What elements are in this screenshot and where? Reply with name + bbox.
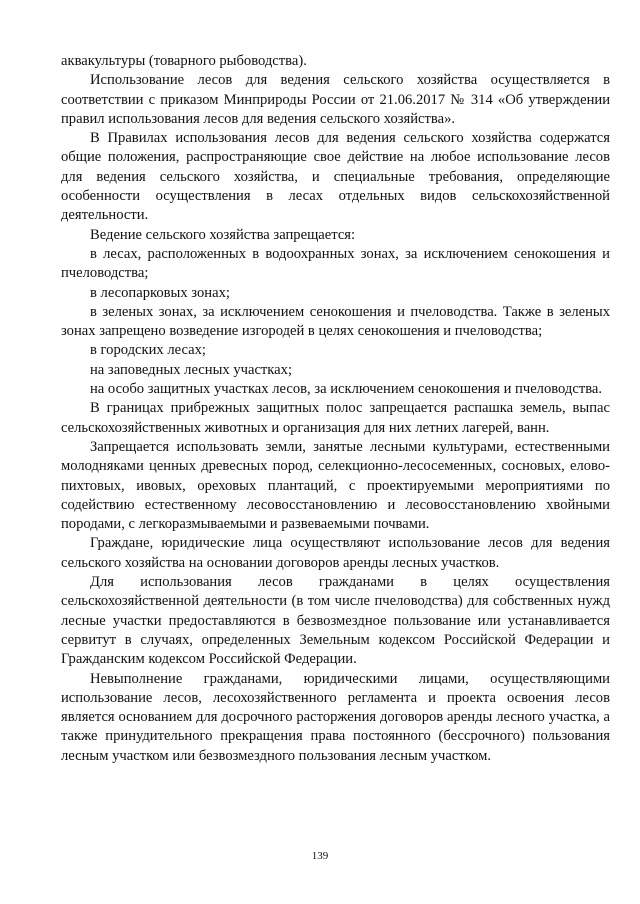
paragraph-lease-agreements: Граждане, юридические лица осуществляют использование лесов для ведения сельского хозяйства на основании договоров аренды лесных участков.: [61, 535, 610, 571]
paragraph-aquaculture-end: аквакультуры (товарного рыбоводства).: [61, 53, 307, 69]
paragraph-non-compliance: Невыполнение гражданами, юридическими лицами, осуществляющими использование лесов, лесохозяйственного регламента и проекта освоения лесов является основанием для досрочного расторжения договоров аренды лесного участка, а также принудительного прекращения права постоянного (бессрочного) пользования лесным участком или безвозмездного пользования лесным участком.: [61, 670, 610, 764]
list-item-reserved-plots: на заповедных лесных участках;: [90, 361, 292, 378]
paragraph-coastal-strips: В границах прибрежных защитных полос запрещается распашка земель, выпас сельскохозяйственных животных и организация для них летних лагерей, ванн.: [61, 400, 610, 436]
paragraph-rules-contents: В Правилах использования лесов для ведения сельского хозяйства содержатся общие положения, распространяющие свое действие на любое использование лесов для ведения сельского хозяйства, и специальные требования, определяющие особенности осуществления в лесах отдельных видов сельскохозяйственной деятельности.: [61, 130, 610, 224]
paragraph-prohibited-intro: Ведение сельского хозяйства запрещается:: [90, 226, 356, 243]
list-item-water-protection-zones: в лесах, расположенных в водоохранных зонах, за исключением сенокошения и пчеловодства;: [61, 245, 610, 282]
paragraph-use-of-forests: Использование лесов для ведения сельского хозяйства осуществляется в соответствии с приказом Минприроды России от 21.06.2017 № 314 «Об утверждении правил использования лесов для ведения сельского хозяйства».: [61, 72, 610, 127]
list-item-green-zones: в зеленых зонах, за исключением сенокошения и пчеловодства. Также в зеленых зонах запрещено возведение изгородей в целях сенокошения и пчеловодства;: [61, 303, 610, 340]
paragraph-prohibited-lands: Запрещается использовать земли, занятые лесными культурами, естественными молодняками ценных древесных пород, селекционно-лесосеменных, сосновых, елово-пихтовых, ивовых, ореховых плантаций, с проектируемыми мероприятиями по содействию естественному лесовосстановлению и лесовосстановлению хвойными породами, с легкоразмываемыми и развеваемыми почвами.: [61, 438, 610, 533]
page-number: 139: [311, 850, 329, 862]
list-item-urban-forests: в городских лесах;: [90, 342, 206, 359]
page-body: [61, 52, 610, 766]
list-item-forest-park-zones: в лесопарковых зонах;: [90, 284, 230, 301]
paragraph-citizens-use: Для использования лесов гражданами в целях осуществления сельскохозяйственной деятельности (в том числе пчеловодства) для собственных нужд лесные участки предоставляются в безвозмездное пользование или устанавливается сервитут в случаях, определенных Земельным кодексом Российской Федерации и Гражданским кодексом Российской Федерации.: [61, 574, 610, 668]
list-item-specially-protected-plots: на особо защитных участках лесов, за исключением сенокошения и пчеловодства.: [90, 381, 603, 398]
